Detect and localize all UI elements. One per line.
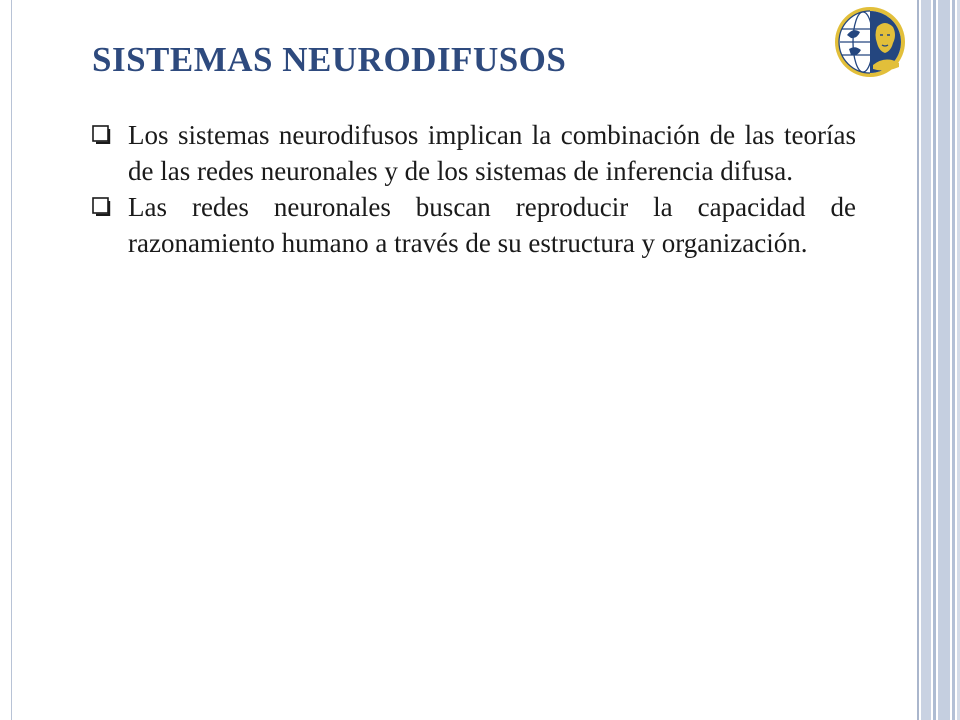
bullet-text: Las redes neuronales buscan reproducir la capacidad de razonamiento humano a través de su estructura y organización. — [128, 192, 856, 258]
right-bar — [938, 0, 950, 720]
globe-portrait-logo — [833, 5, 907, 79]
right-bar — [952, 0, 955, 720]
hollow-square-bullet-icon — [92, 197, 111, 216]
list-item — [92, 117, 856, 189]
list-item — [92, 189, 856, 261]
bullet-text: Los sistemas neurodifusos implican la combinación de las teorías de las redes neuronales y de los sistemas de inferencia difusa. — [128, 120, 856, 186]
right-bar — [917, 0, 919, 720]
hollow-square-bullet-icon — [92, 125, 111, 144]
right-bar — [921, 0, 931, 720]
slide-title: SISTEMAS NEURODIFUSOS — [92, 40, 567, 79]
bullet-list — [92, 117, 856, 261]
right-bar — [933, 0, 936, 720]
left-frame-line — [11, 0, 12, 720]
right-decorative-bars — [917, 0, 960, 720]
